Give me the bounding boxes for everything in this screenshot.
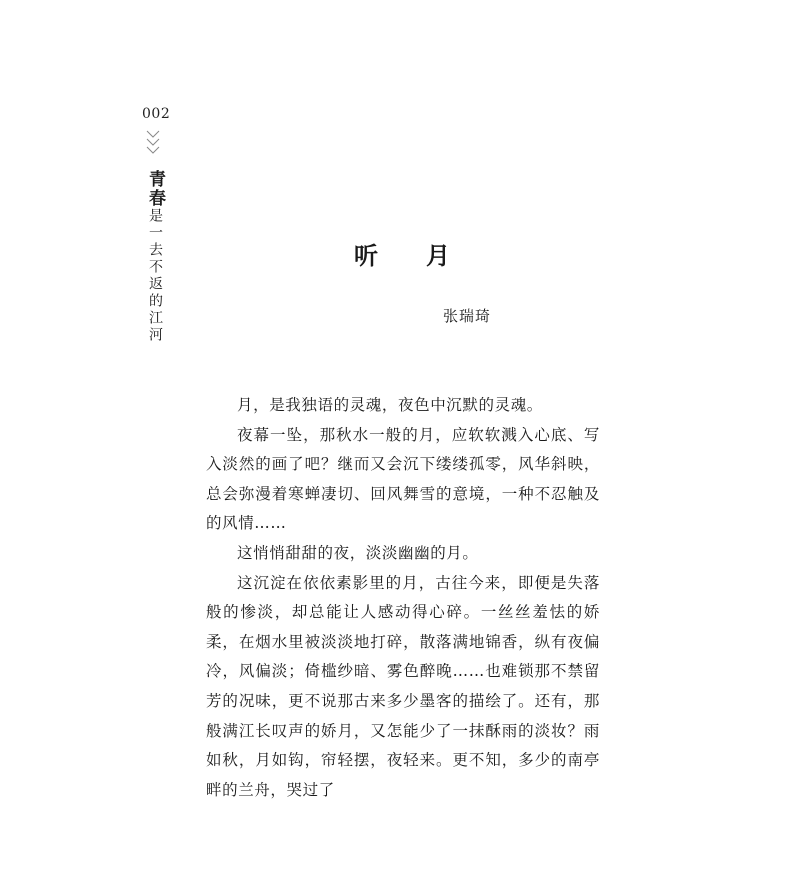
paragraph: 这沉淀在依依素影里的月，古往今来，即便是失落般的惨淡，却总能让人感动得心碎。一丝丝羞怯的娇柔，在烟水里被淡淡地打碎，散落满地锦香，纵有夜偏冷，风偏淡；倚槛纱暗、雾色醉晚……也难锁那不禁留芳的况味，更不说那古来多少墨客的描绘了。还有，那般满江长叹声的娇月，又怎能少了一抹酥雨的淡妆？雨如秋，月如钩，帘轻摆，夜轻来。更不知，多少的南亭畔的兰舟，哭过了 [206,573,600,799]
paragraph: 月，是我独语的灵魂，夜色中沉默的灵魂。 [237,396,543,414]
running-title-main: 青春 [145,170,165,208]
running-title [146,170,164,344]
paragraph: 这悄悄甜甜的夜，淡淡幽幽的月。 [237,543,479,562]
chevron-down-icon [146,129,160,159]
running-title-sub: 是一去不返的江河 [147,208,163,344]
author-name: 张瑞琦 [443,307,492,325]
page-number: 002 [142,106,171,122]
article-body [206,391,600,805]
paragraph: 夜幕一坠，那秋水一般的月，应软软溅入心底、写入淡然的画了吧？继而又会沉下缕缕孤零，风华斜映，总会弥漫着寒蝉凄切、回风舞雪的意境，一种不忍触及的风情…… [206,425,600,533]
article-title: 听月 [354,241,498,270]
